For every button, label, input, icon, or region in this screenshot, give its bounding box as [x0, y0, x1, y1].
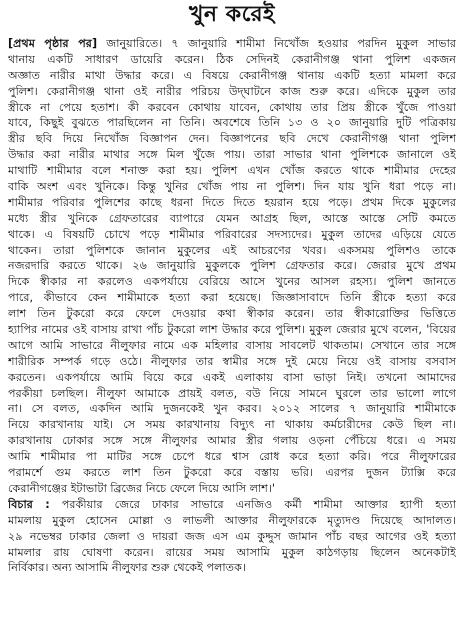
article-text-line: মাথাটি শামীমার বলে শনাক্ত করা হয়। পুলিশ এখন খোঁজ করতে থাকে শামীমার দেহের — [8, 164, 456, 178]
article-text-line: করতেন। একপর্যায়ে আমি বিয়ে করে একই এলাকায় বাসা ভাড়া নিই। তখনো আমাদের — [8, 370, 456, 384]
continuation-prefix: [প্রথম পৃষ্ঠার পর] — [8, 37, 98, 50]
article-text-line: যাবে, কিছুই বুঝতে পারছিলেন না তিনি। অবশেষে তিনি ১৩ ও ২০ জানুয়ারি দুটি পত্রিকায় — [8, 116, 456, 130]
article-text-line: থাকে। এ বিষয়টি চোখে পড়ে শামীমার পরিবারের সদস্যদের। মুকুল তাদের এড়িয়ে যেতে — [8, 227, 456, 241]
article-text-line: পুলিশ। কেরানীগঞ্জ থানা ওই নারীর পরিচয় উদ্‌ঘাটনে কাজ শুরু করে। এদিকে মুকুল তার — [8, 84, 456, 98]
verdict-text-line: ২৯ নভেম্বর ঢাকার জেলা ও দায়রা জজ এস এম কুদ্দুস জামান পাঁচ বছর আগের ওই হত্যা — [8, 529, 456, 543]
article-text-line: শামীমার পরিবার পুলিশের কাছে ধরনা দিতে দিতে হয়রান হয়ে পড়ে। প্রথম দিকে মুকুলের — [8, 195, 456, 209]
article-text-line: দিকে স্বীকার না করলেও একপর্যায়ে বেরিয়ে আসে খুনের আসল রহস্য। পুলিশ জানতে — [8, 275, 456, 289]
article-text-line: উদ্ধার করা নারীর মাথার সঙ্গে মিল খুঁজে পায়। তারা সাভার থানা পুলিশকে জানালে ওই — [8, 148, 456, 162]
article-text-line: পরকীয়া চলছিল। নীলুফা আমাকে প্রায়ই বলত, বউ নিয়ে সামনে ঘুরলে তার ভালো লাগে — [8, 386, 456, 400]
article-text-line: আগে আমি সাভারে নীলুফার নামে এক মহিলার বাসায় সাবলেট থাকতাম। সেখানে তার সঙ্গে — [8, 338, 456, 352]
article-text-line: নজরদারি করতে থাকে। ২৬ জানুয়ারি মুকুলকে পুলিশ গ্রেফতার করে। জেরার মুখে প্রথম — [8, 259, 456, 273]
article-text-line: না। সে বলত, একদিন আমি দুজনকেই খুন করব। ২০১২ সালের ৭ জানুয়ারি শামীমাকে — [8, 402, 456, 416]
article-text-line: পরামর্শে গুম করতে লাশ তিন টুকরো করে বস্তায় ভরি। এরপর দুজন ট্যাক্সি করে — [8, 466, 456, 480]
article-text-line: বাকি অংশ এবং খুনিকে। কিন্তু খুনির খোঁজ পায় না পুলিশ। দিন যায় খুনি ধরা পড়ে না। — [8, 180, 456, 194]
verdict-text-line: মামলার রায় ঘোষণা করেন। রায়ের সময় আসামি মুকুল কাঠগড়ায় ছিলেন অনেকটাই — [8, 545, 456, 559]
article-text-line: কারখানায় ঢোকার সঙ্গে সঙ্গে নীলুফার আমার স্ত্রীর গলায় ওড়না পেঁচিয়ে ধরে। এ সময় — [8, 434, 456, 448]
article-text-line: থাকেন। তারা পুলিশকে জানান মুকুলের এই আচরণের খবর। একসময় পুলিশও তাকে — [8, 243, 456, 257]
article-text-line: পারে, কীভাবে কেন শামীমাকে হত্যা করা হয়েছে। জিজ্ঞাসাবাদে তিনি স্ত্রীকে হত্যা করে — [8, 291, 456, 305]
article-text-line: হ্যাপির নামের ওই বাসায় রাখা পাঁচ টুকরো লাশ উদ্ধার করে পুলিশ। মুকুল জেরার মুখে বলেন, 'বিয়ের — [8, 323, 456, 337]
article-text-line: থানায় একটি সাধারণ ডায়েরি করেন। ঠিক সেদিনই কেরানীগঞ্জ থানা পুলিশ একজন — [8, 52, 456, 66]
article-text-line: মধ্যে স্ত্রীর খুনিকে গ্রেফতারের ব্যাপারে যেমন আগ্রহ ছিল, আস্তে আস্তে সেটি কমতে — [8, 211, 456, 225]
article-text-line: অজ্ঞাত নারীর মাথা উদ্ধার করে। এ বিষয়ে কেরানীগঞ্জ থানায় একটি হত্যা মামলা করে — [8, 68, 456, 82]
verdict-body-lines — [8, 513, 456, 577]
article-headline: খুন করেই — [188, 2, 275, 27]
article-body-lines — [8, 52, 456, 497]
article-first-line — [8, 36, 456, 52]
first-line-text: জানুয়ারিতে। ৭ জানুয়ারি শামীমা নিখোঁজ হওয়ার পরদিন মুকুল সাভার — [97, 37, 456, 50]
article-text-line: শারীরিক সম্পর্ক গড়ে ওঠে। নীলুফার তার স্বামীর সঙ্গে দুই মেয়ে নিয়ে ওই বাসায় বসবাস — [8, 354, 456, 368]
verdict-first-line-text: পরকীয়ার জেরে ঢাকার সাভারে এনজিও কর্মী শামীমা আক্তার হ্যাপী হত্যা — [49, 497, 456, 511]
verdict-text-line: মামলায় মুকুল হোসেন মোল্লা ও লাভলী আক্তার নীলুফারকে মৃত্যুদণ্ড দিয়েছে আদালত। — [8, 513, 456, 527]
article-text-line: আমি শামীমার পা মাটির সঙ্গে চেপে ধরে শ্বাস রোধ করে হত্যা করি। পরে নীলুফারের — [8, 450, 456, 464]
article-body — [8, 36, 456, 576]
article-text-line: লাশ তিন টুকরো করে ফেলে দেওয়ার কথা স্বীকার করেন। তার স্বীকারোক্তির ভিত্তিতে — [8, 307, 456, 321]
verdict-first-line — [8, 497, 456, 513]
verdict-text-line: নির্বিকার। অন্য আসামি নীলুফার শুরু থেকেই পলাতক। — [8, 561, 246, 575]
article-text-line: কেরানীগঞ্জের ইটাভাটা ব্রিজের নিচে ফেলে দিয়ে আসি লাশ।' — [8, 481, 276, 495]
verdict-label: বিচার : — [8, 497, 50, 511]
article-text-line: স্ত্রীকে না পেয়ে হতাশ। কী করবেন কোথায় যাবেন, কোথায় তার প্রিয় স্ত্রীকে খুঁজে পাওয়া — [8, 100, 456, 114]
article-text-line: নিয়ে কারখানায় যাই। সে সময় কারখানায় বিদ্যুৎ না থাকায় কর্মচারীদের কেউ ছিল না। — [8, 418, 456, 432]
article-text-line: স্ত্রীর ছবি দিয়ে নিখোঁজ বিজ্ঞাপন দেন। বিজ্ঞাপনের ছবি দেখে কেরানীগঞ্জ থানা পুলিশ — [8, 132, 456, 146]
